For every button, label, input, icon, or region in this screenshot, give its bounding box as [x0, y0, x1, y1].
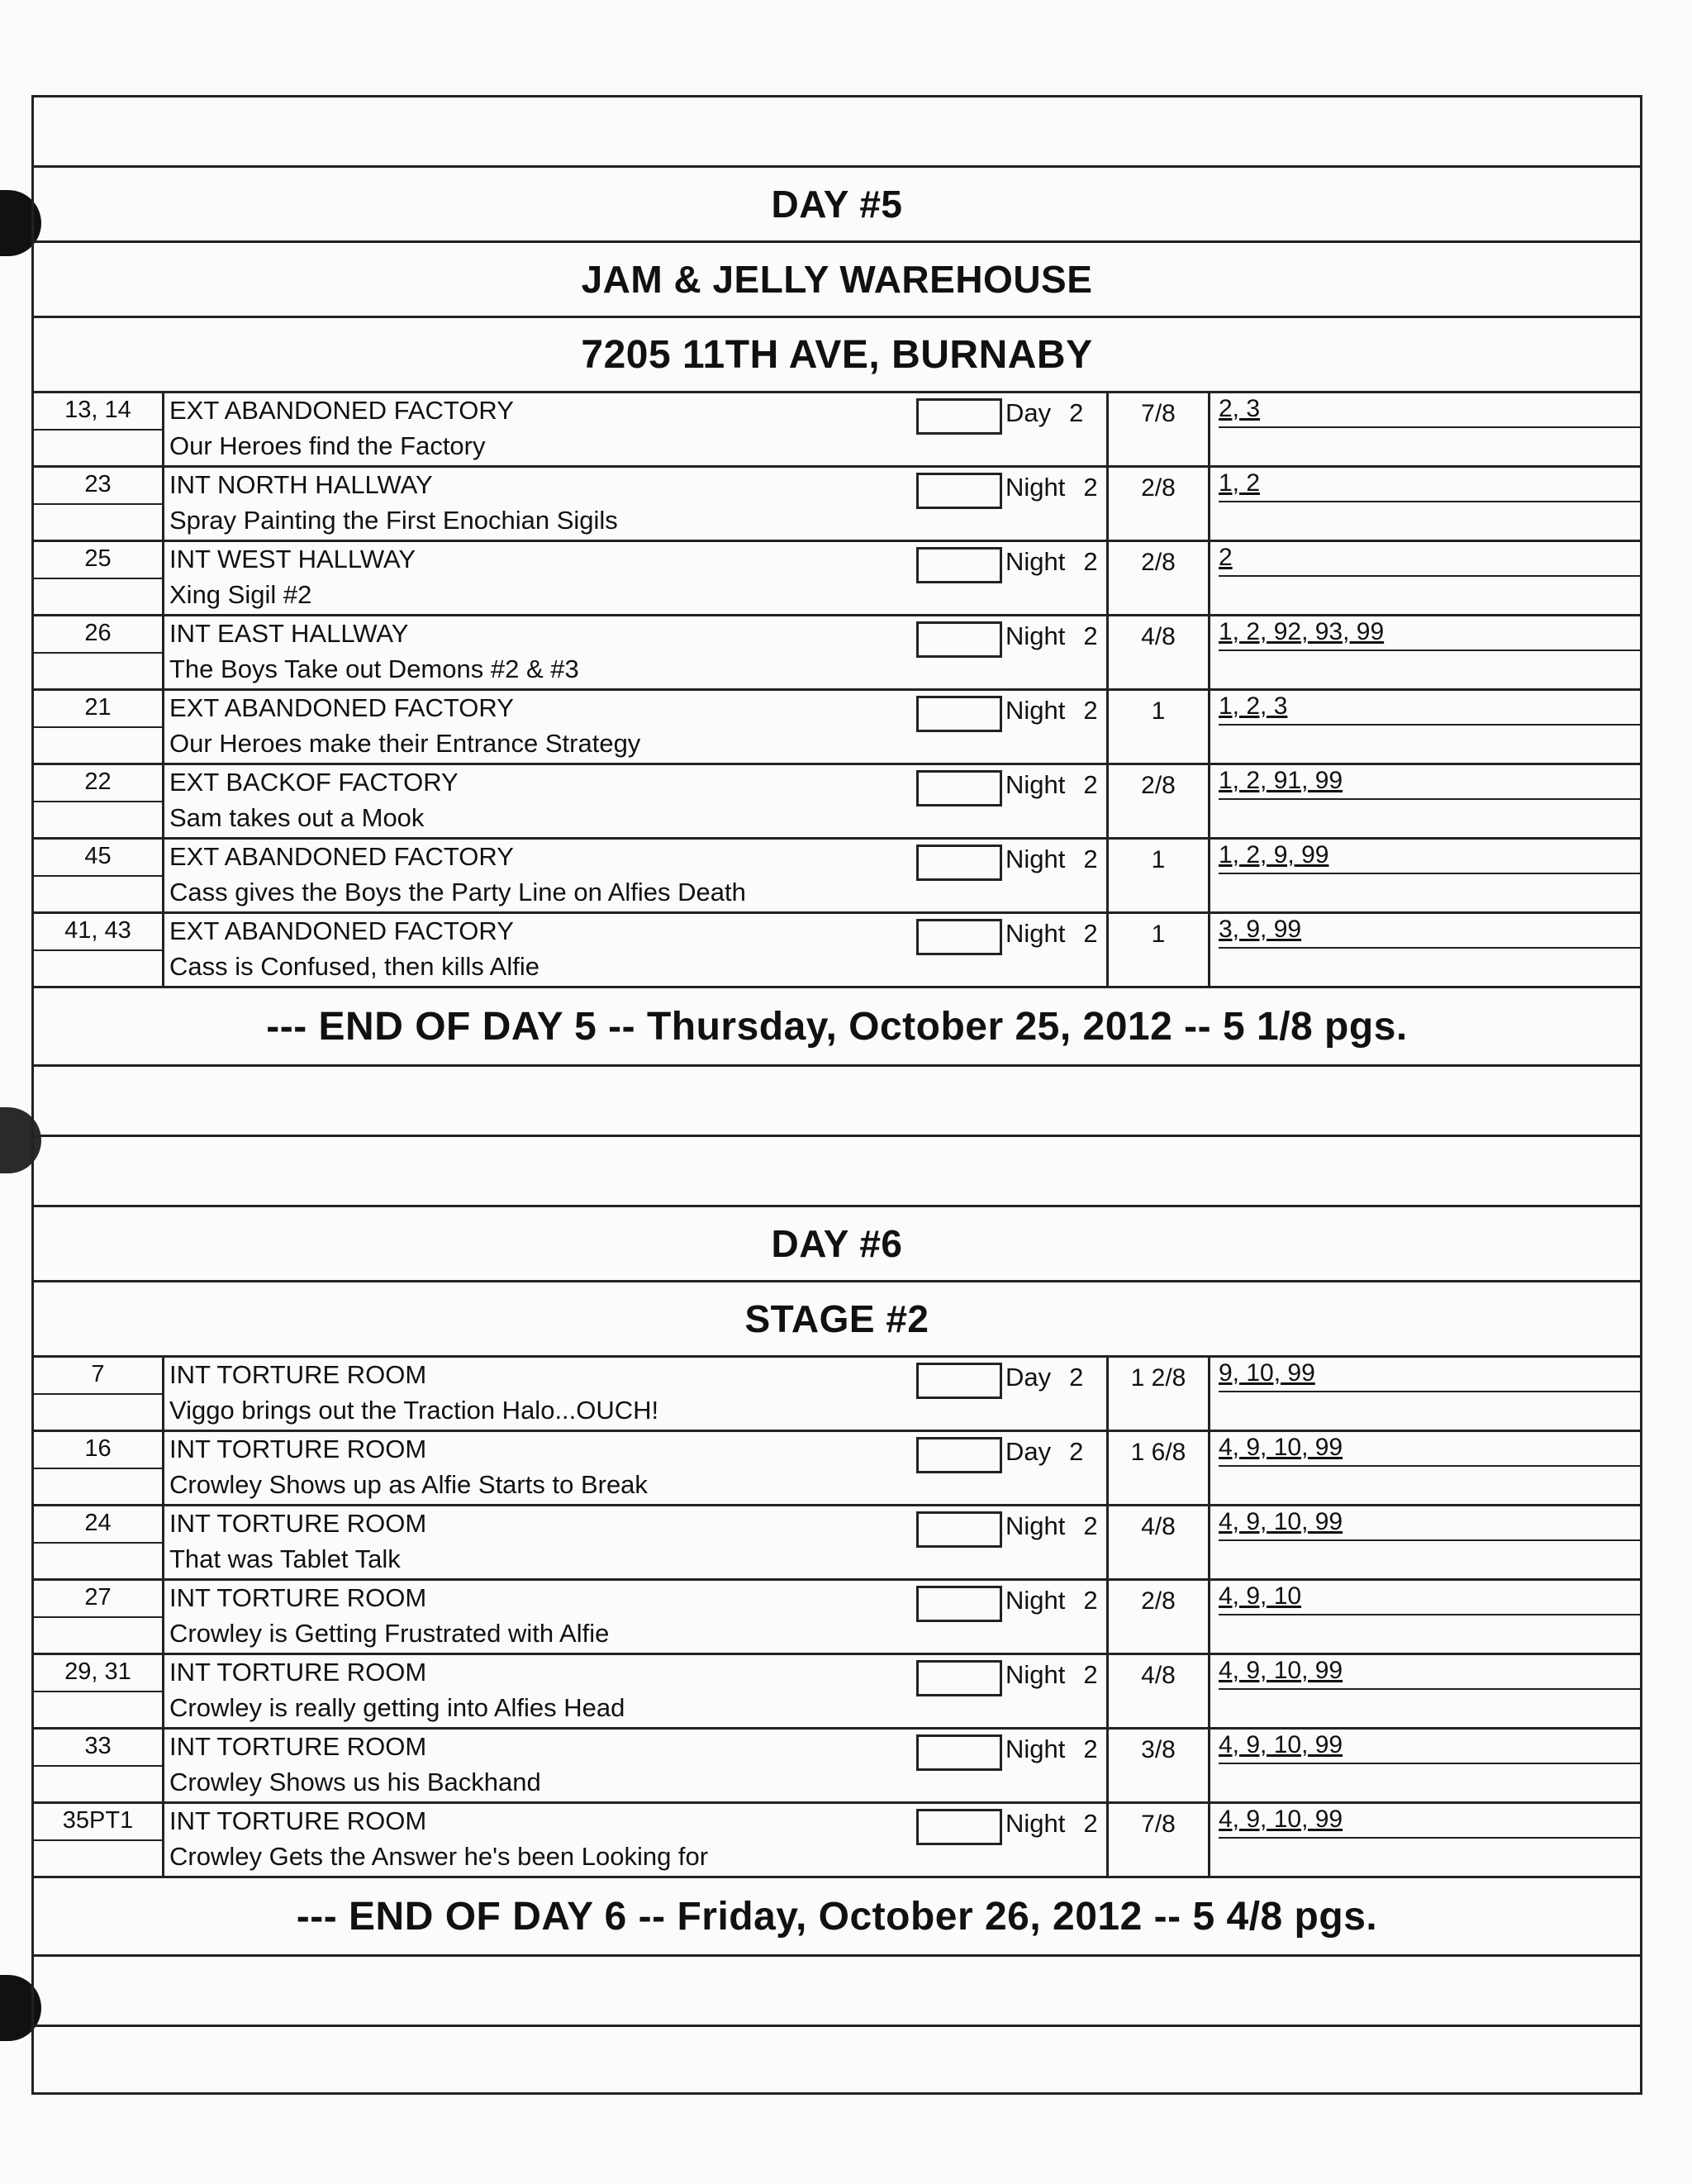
scene-row	[34, 616, 1640, 691]
day-title: DAY #6	[34, 1207, 1640, 1282]
day-night-label: Night	[1005, 696, 1066, 725]
cast-ids: 4, 9, 10	[1219, 1581, 1640, 1615]
scene-number: 16	[34, 1432, 162, 1469]
page-count: 1 6/8	[1106, 1432, 1210, 1504]
scene-description	[164, 1804, 916, 1876]
scene-synopsis: Our Heroes make their Entrance Strategy	[169, 729, 641, 758]
scene-row	[34, 1506, 1640, 1581]
page-count: 4/8	[1106, 1655, 1210, 1727]
cast-cell	[1210, 1655, 1640, 1727]
scene-synopsis: Crowley Shows up as Alfie Starts to Break	[169, 1470, 648, 1499]
story-day-count: 2	[1069, 398, 1084, 427]
story-day-count: 2	[1069, 1363, 1084, 1392]
scene-description	[164, 1581, 916, 1653]
cast-cell	[1210, 1581, 1640, 1653]
scene-row	[34, 914, 1640, 988]
scene-row	[34, 542, 1640, 616]
scene-number-cell	[34, 468, 164, 540]
day-night-label: Day	[1005, 398, 1052, 427]
story-day-count: 2	[1083, 845, 1098, 873]
scene-synopsis: Viggo brings out the Traction Halo...OUCH!	[169, 1396, 659, 1425]
scene-synopsis: Our Heroes find the Factory	[169, 431, 486, 460]
day-night-cell	[916, 542, 1106, 614]
scene-number-cell	[34, 1581, 164, 1653]
checkbox-outline	[916, 398, 1002, 435]
scene-number: 13, 14	[34, 393, 162, 431]
cast-cell	[1210, 765, 1640, 837]
checkbox-outline	[916, 1809, 1002, 1845]
day-night-label: Day	[1005, 1437, 1052, 1466]
cast-cell	[1210, 840, 1640, 911]
page-count: 2/8	[1106, 1581, 1210, 1653]
end-of-day-line: --- END OF DAY 5 -- Thursday, October 25, 2012 -- 5 1/8 pgs.	[34, 988, 1640, 1067]
scene-synopsis: Xing Sigil #2	[169, 580, 312, 609]
scene-number: 24	[34, 1506, 162, 1544]
day-night-cell	[916, 1804, 1106, 1876]
scene-row	[34, 765, 1640, 840]
story-day-count: 2	[1083, 696, 1098, 725]
scene-set: EXT BACKOF FACTORY	[169, 768, 459, 797]
day-night-cell	[916, 616, 1106, 688]
page-count: 1	[1106, 691, 1210, 763]
scene-set: EXT ABANDONED FACTORY	[169, 842, 514, 871]
story-day-count: 2	[1083, 1734, 1098, 1763]
cast-ids: 1, 2, 3	[1219, 691, 1640, 726]
page-count: 2/8	[1106, 542, 1210, 614]
blank-row	[34, 1137, 1640, 1207]
day-night-cell	[916, 691, 1106, 763]
scene-description	[164, 1655, 916, 1727]
cast-cell	[1210, 1804, 1640, 1876]
day-night-label: Night	[1005, 621, 1066, 650]
cast-ids: 4, 9, 10, 99	[1219, 1506, 1640, 1541]
story-day-count: 2	[1083, 1660, 1098, 1689]
scene-number-cell	[34, 542, 164, 614]
scene-set: INT NORTH HALLWAY	[169, 470, 433, 499]
scene-number: 23	[34, 468, 162, 505]
schedule-sheet	[31, 95, 1642, 2095]
scene-row	[34, 1581, 1640, 1655]
cast-cell	[1210, 1730, 1640, 1801]
scene-synopsis: That was Tablet Talk	[169, 1544, 401, 1573]
page-count: 2/8	[1106, 468, 1210, 540]
scene-list	[34, 393, 1640, 988]
scene-row	[34, 840, 1640, 914]
scene-number: 27	[34, 1581, 162, 1618]
scene-synopsis: Crowley is really getting into Alfies Head	[169, 1693, 625, 1722]
checkbox-outline	[916, 919, 1002, 955]
page-count: 4/8	[1106, 1506, 1210, 1578]
cast-ids: 1, 2, 92, 93, 99	[1219, 616, 1640, 651]
scene-set: INT TORTURE ROOM	[169, 1583, 427, 1612]
blank-row	[34, 1957, 1640, 2027]
day-night-label: Night	[1005, 473, 1066, 502]
cast-ids: 2	[1219, 542, 1640, 577]
location-name: JAM & JELLY WAREHOUSE	[34, 243, 1640, 318]
cast-ids: 1, 2, 9, 99	[1219, 840, 1640, 874]
scene-row	[34, 1358, 1640, 1432]
cast-cell	[1210, 691, 1640, 763]
scene-number-cell	[34, 393, 164, 465]
day-night-cell	[916, 1730, 1106, 1801]
scene-set: INT TORTURE ROOM	[169, 1806, 427, 1835]
day-night-cell	[916, 1432, 1106, 1504]
scene-description	[164, 691, 916, 763]
day-night-label: Night	[1005, 1809, 1066, 1838]
scene-set: INT TORTURE ROOM	[169, 1435, 427, 1463]
checkbox-outline	[916, 1660, 1002, 1696]
blank-row	[34, 98, 1640, 168]
cast-cell	[1210, 1506, 1640, 1578]
page-count: 2/8	[1106, 765, 1210, 837]
location-address: 7205 11TH AVE, BURNABY	[34, 318, 1640, 393]
scene-set: INT TORTURE ROOM	[169, 1658, 427, 1687]
scene-description	[164, 1506, 916, 1578]
page-count: 1	[1106, 840, 1210, 911]
day-night-cell	[916, 1655, 1106, 1727]
day-night-label: Night	[1005, 919, 1066, 948]
story-day-count: 2	[1083, 1511, 1098, 1540]
scene-list	[34, 1358, 1640, 1878]
story-day-count: 2	[1083, 621, 1098, 650]
day-night-label: Night	[1005, 547, 1066, 576]
cast-ids: 1, 2	[1219, 468, 1640, 502]
scene-row	[34, 468, 1640, 542]
page-count: 7/8	[1106, 393, 1210, 465]
cast-ids: 1, 2, 91, 99	[1219, 765, 1640, 800]
story-day-count: 2	[1069, 1437, 1084, 1466]
page-count: 7/8	[1106, 1804, 1210, 1876]
checkbox-outline	[916, 1511, 1002, 1548]
scene-synopsis: Spray Painting the First Enochian Sigils	[169, 506, 618, 535]
scene-number-cell	[34, 1804, 164, 1876]
scene-set: EXT ABANDONED FACTORY	[169, 916, 514, 945]
day-night-cell	[916, 468, 1106, 540]
scene-description	[164, 1358, 916, 1430]
cast-cell	[1210, 468, 1640, 540]
scene-row	[34, 1730, 1640, 1804]
cast-cell	[1210, 616, 1640, 688]
cast-cell	[1210, 1358, 1640, 1430]
scene-number-cell	[34, 765, 164, 837]
scene-number-cell	[34, 1358, 164, 1430]
scene-description	[164, 1730, 916, 1801]
scene-number: 33	[34, 1730, 162, 1767]
scene-number-cell	[34, 1432, 164, 1504]
page-count: 4/8	[1106, 616, 1210, 688]
scene-set: INT TORTURE ROOM	[169, 1509, 427, 1538]
day-title: DAY #5	[34, 168, 1640, 243]
scene-synopsis: Crowley Shows us his Backhand	[169, 1768, 541, 1796]
scene-set: INT WEST HALLWAY	[169, 545, 416, 573]
scene-synopsis: Cass gives the Boys the Party Line on Alfies Death	[169, 878, 746, 906]
scene-set: INT TORTURE ROOM	[169, 1360, 427, 1389]
end-of-day-line: --- END OF DAY 6 -- Friday, October 26, 2012 -- 5 4/8 pgs.	[34, 1878, 1640, 1957]
scene-description	[164, 542, 916, 614]
scene-number: 26	[34, 616, 162, 654]
cast-ids: 2, 3	[1219, 393, 1640, 428]
scene-row	[34, 1655, 1640, 1730]
scene-number: 7	[34, 1358, 162, 1395]
scene-number-cell	[34, 1506, 164, 1578]
scene-row	[34, 393, 1640, 468]
scene-number-cell	[34, 616, 164, 688]
story-day-count: 2	[1083, 473, 1098, 502]
blank-row	[34, 2027, 1640, 2100]
day-night-cell	[916, 914, 1106, 986]
scene-set: EXT ABANDONED FACTORY	[169, 693, 514, 722]
cast-ids: 4, 9, 10, 99	[1219, 1804, 1640, 1839]
checkbox-outline	[916, 1363, 1002, 1399]
checkbox-outline	[916, 770, 1002, 807]
day-night-cell	[916, 1581, 1106, 1653]
checkbox-outline	[916, 473, 1002, 509]
scene-number-cell	[34, 1655, 164, 1727]
day-night-cell	[916, 840, 1106, 911]
page-count: 3/8	[1106, 1730, 1210, 1801]
day-night-label: Night	[1005, 770, 1066, 799]
scene-row	[34, 1432, 1640, 1506]
day-night-label: Night	[1005, 1511, 1066, 1540]
checkbox-outline	[916, 547, 1002, 583]
cast-cell	[1210, 393, 1640, 465]
cast-ids: 9, 10, 99	[1219, 1358, 1640, 1392]
scene-description	[164, 914, 916, 986]
scene-description	[164, 393, 916, 465]
page-count: 1	[1106, 914, 1210, 986]
scene-description	[164, 468, 916, 540]
story-day-count: 2	[1083, 1586, 1098, 1615]
day-night-label: Night	[1005, 1734, 1066, 1763]
day-night-cell	[916, 1358, 1106, 1430]
cast-cell	[1210, 1432, 1640, 1504]
cast-cell	[1210, 914, 1640, 986]
scene-synopsis: Crowley Gets the Answer he's been Looking for	[169, 1842, 709, 1871]
day-night-cell	[916, 765, 1106, 837]
scene-row	[34, 1804, 1640, 1878]
day-night-cell	[916, 1506, 1106, 1578]
day-night-label: Night	[1005, 1660, 1066, 1689]
cast-ids: 3, 9, 99	[1219, 914, 1640, 949]
scene-row	[34, 691, 1640, 765]
story-day-count: 2	[1083, 1809, 1098, 1838]
cast-ids: 4, 9, 10, 99	[1219, 1432, 1640, 1467]
day-night-label: Day	[1005, 1363, 1052, 1392]
checkbox-outline	[916, 1437, 1002, 1473]
scene-description	[164, 765, 916, 837]
checkbox-outline	[916, 621, 1002, 658]
story-day-count: 2	[1083, 919, 1098, 948]
scene-number: 21	[34, 691, 162, 728]
day-night-label: Night	[1005, 1586, 1066, 1615]
cast-ids: 4, 9, 10, 99	[1219, 1730, 1640, 1764]
cast-ids: 4, 9, 10, 99	[1219, 1655, 1640, 1690]
scene-number: 22	[34, 765, 162, 802]
scene-number: 45	[34, 840, 162, 877]
location-name: STAGE #2	[34, 1282, 1640, 1358]
scene-number-cell	[34, 691, 164, 763]
scene-description	[164, 616, 916, 688]
cast-cell	[1210, 542, 1640, 614]
scene-number: 41, 43	[34, 914, 162, 951]
checkbox-outline	[916, 845, 1002, 881]
scene-synopsis: The Boys Take out Demons #2 & #3	[169, 654, 579, 683]
scene-set: INT TORTURE ROOM	[169, 1732, 427, 1761]
checkbox-outline	[916, 1586, 1002, 1622]
story-day-count: 2	[1083, 547, 1098, 576]
day-night-cell	[916, 393, 1106, 465]
scene-synopsis: Crowley is Getting Frustrated with Alfie	[169, 1619, 610, 1648]
blank-row	[34, 1067, 1640, 1137]
scene-description	[164, 1432, 916, 1504]
scene-number: 29, 31	[34, 1655, 162, 1692]
story-day-count: 2	[1083, 770, 1098, 799]
day-night-label: Night	[1005, 845, 1066, 873]
checkbox-outline	[916, 1734, 1002, 1771]
scene-number-cell	[34, 840, 164, 911]
scene-number-cell	[34, 914, 164, 986]
scene-number: 25	[34, 542, 162, 579]
checkbox-outline	[916, 696, 1002, 732]
scene-number: 35PT1	[34, 1804, 162, 1841]
page-count: 1 2/8	[1106, 1358, 1210, 1430]
scene-synopsis: Cass is Confused, then kills Alfie	[169, 952, 539, 981]
scene-synopsis: Sam takes out a Mook	[169, 803, 425, 832]
scene-number-cell	[34, 1730, 164, 1801]
scene-description	[164, 840, 916, 911]
scene-set: INT EAST HALLWAY	[169, 619, 409, 648]
scene-set: EXT ABANDONED FACTORY	[169, 396, 514, 425]
